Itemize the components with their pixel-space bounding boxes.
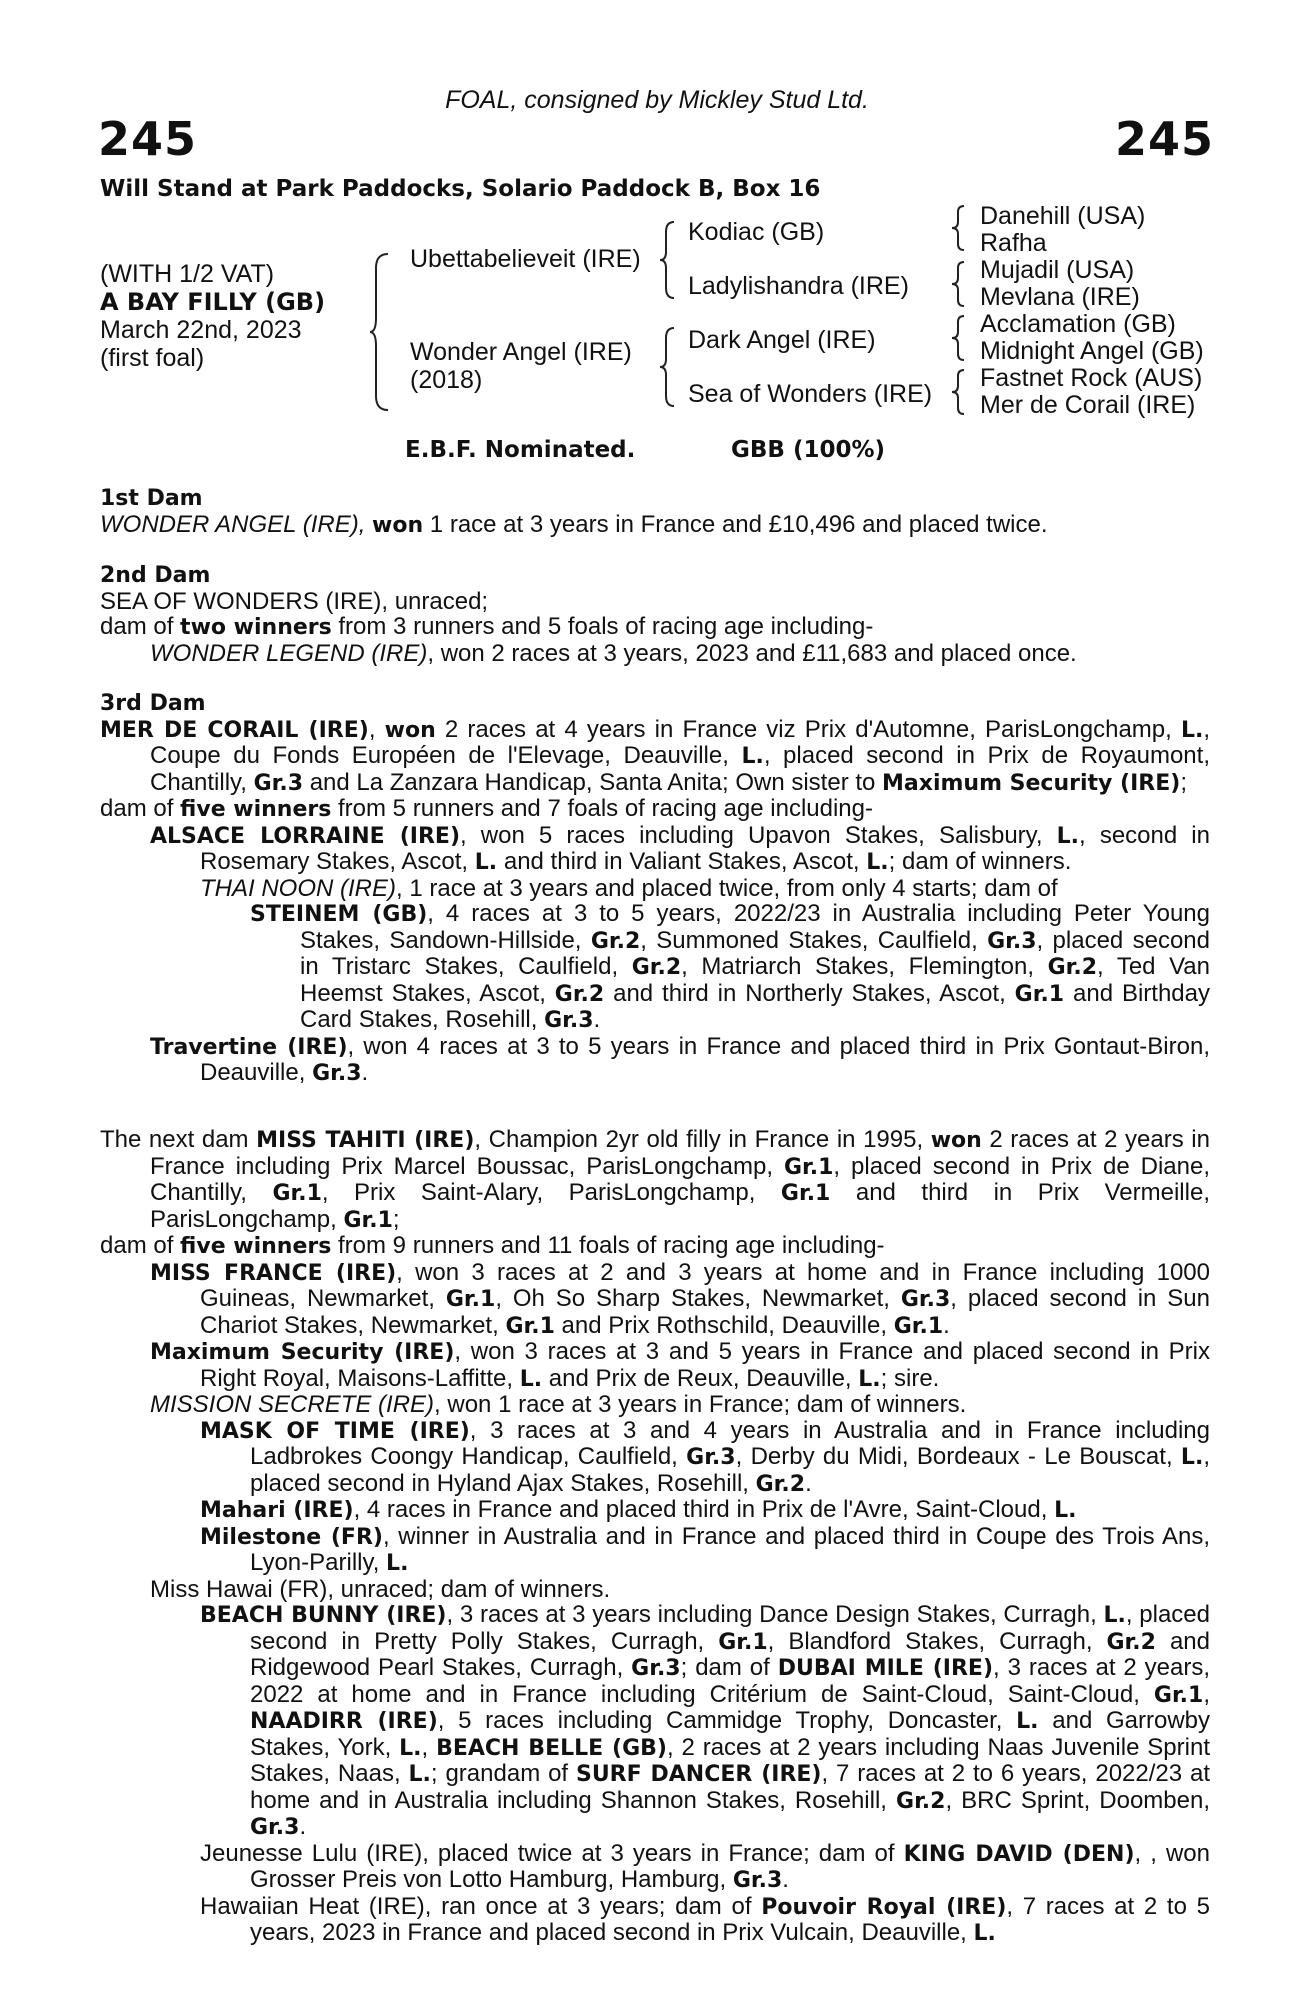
gen3-5: Acclamation (GB) <box>980 310 1176 338</box>
third-dam-produce: dam of five winners from 5 runners and 7 foals of racing age including- <box>100 795 873 822</box>
next-dam-produce: dam of five winners from 9 runners and 11 foals of racing age including- <box>100 1232 885 1259</box>
mask-of-time: MASK OF TIME (IRE), 3 races at 3 and 4 years in Australia and in France including Ladbrokes Coongy Handicap, Caulfield, Gr.3, Derby du Midi, Bordeaux - Le Bouscat, L., placed second in Hyland Ajax Stakes, Rosehill, Gr.2. <box>200 1416 1210 1497</box>
brace-sire <box>660 220 676 300</box>
mission-secrete: MISSION SECRETE (IRE), won 1 race at 3 years in France; dam of winners. <box>150 1391 967 1418</box>
third-generation <box>980 203 1204 419</box>
third-dam-section <box>100 690 1210 1087</box>
foal-note: (first foal) <box>100 344 205 372</box>
gen3-4: Mevlana (IRE) <box>980 283 1140 311</box>
brace-dam <box>660 326 676 408</box>
travertine: Travertine (IRE), won 4 races at 3 to 5 years in France and placed third in Prix Gontaut-Biron, Deauville, Gr.3. <box>150 1032 1210 1086</box>
brace-main <box>370 252 392 412</box>
beach-bunny: BEACH BUNNY (IRE), 3 races at 3 years including Dance Design Stakes, Curragh, L., placed second in Pretty Polly Stakes, Curragh, Gr.1, Blandford Stakes, Curragh, Gr.2 and Ridgewood Pearl Stakes, Curragh, Gr.3; dam of DUBAI MILE (IRE), 3 races at 2 years, 2022 at home and in France including Critérium de Saint-Cloud, Saint-Cloud, Gr.1, NAADIRR (IRE), 5 races including Cammidge Trophy, Doncaster, L. and Garrowby Stakes, York, L., BEACH BELLE (GB), 2 races at 2 years including Naas Juvenile Sprint Stakes, Naas, L.; grandam of SURF DANCER (IRE), 7 races at 2 to 6 years, 2022/23 at home and in Australia including Shannon Stakes, Rosehill, Gr.2, BRC Sprint, Doomben, Gr.3. <box>200 1601 1211 1840</box>
vat-note: (WITH 1/2 VAT) <box>100 260 275 288</box>
second-dam-offspring: WONDER LEGEND (IRE), won 2 races at 3 years, 2023 and £11,683 and placed once. <box>150 639 1077 667</box>
gen3-2: Rafha <box>980 229 1047 257</box>
gbb-status: GBB (100%) <box>731 437 886 463</box>
thai-noon: THAI NOON (IRE), 1 race at 3 years and placed twice, from only 4 starts; dam of <box>200 874 1058 902</box>
horse-name: A BAY FILLY (GB) <box>100 288 326 316</box>
second-dam-produce: dam of two winners from 3 runners and 5 foals of racing age including- <box>100 613 874 640</box>
sire-dam: Ladylishandra (IRE) <box>688 272 909 300</box>
next-dam-section <box>100 1127 1210 1947</box>
sire-sire: Kodiac (GB) <box>688 218 825 246</box>
second-dam-line: SEA OF WONDERS (IRE), unraced; <box>100 587 489 615</box>
dam-year: (2018) <box>410 366 483 394</box>
third-dam-record: MER DE CORAIL (IRE), won 2 races at 4 years in France viz Prix d'Automne, ParisLongchamp, L., Coupe du Fonds Européen de l'Elevage, Deauville, L., placed second in Prix de Royaumont, Chantilly, Gr.3 and La Zanzara Handicap, Santa Anita; Own sister to Maximum Security (IRE); <box>100 715 1210 796</box>
second-dam-section <box>100 562 1210 666</box>
lot-number-right: 245 <box>1114 112 1214 166</box>
foaling-date: March 22nd, 2023 <box>100 316 302 344</box>
horse-info <box>100 260 325 372</box>
stand-location: Will Stand at Park Paddocks, Solario Paddock B, Box 16 <box>100 176 821 202</box>
ebf-nominated: E.B.F. Nominated. <box>405 437 636 463</box>
gen3-3: Mujadil (USA) <box>980 256 1135 284</box>
miss-hawai: Miss Hawai (FR), unraced; dam of winners. <box>150 1575 611 1603</box>
sire: Ubettabelieveit (IRE) <box>410 245 641 273</box>
third-dam-heading: 3rd Dam <box>100 691 206 716</box>
jeunesse-lulu: Jeunesse Lulu (IRE), placed twice at 3 years in France; dam of KING DAVID (DEN), , won Grosser Preis von Lotto Hamburg, Hamburg, Gr.3. <box>200 1839 1210 1893</box>
milestone: Milestone (FR), winner in Australia and in France and placed third in Coupe des Trois Ans, Lyon-Parilly, L. <box>200 1522 1210 1576</box>
next-dam-record: The next dam MISS TAHITI (IRE), Champion 2yr old filly in France in 1995, won 2 races at 2 years in France including Prix Marcel Boussac, ParisLongchamp, Gr.1, placed second in Prix de Diane, Chantilly, Gr.1, Prix Saint-Alary, ParisLongchamp, Gr.1 and third in Prix Vermeille, ParisLongchamp, Gr.1; <box>100 1126 1210 1233</box>
first-dam-heading: 1st Dam <box>100 486 203 511</box>
dam-dam: Sea of Wonders (IRE) <box>688 380 933 408</box>
gen3-6: Midnight Angel (GB) <box>980 337 1204 365</box>
maximum-security: Maximum Security (IRE), won 3 races at 3 and 5 years in France and placed second in Prix Right Royal, Maisons-Laffitte, L. and Prix de Reux, Deauville, L.; sire. <box>150 1338 1211 1392</box>
dam-sire: Dark Angel (IRE) <box>688 326 876 354</box>
consignor-line: FOAL, consigned by Mickley Stud Ltd. <box>445 86 869 114</box>
mahari: Mahari (IRE), 4 races in France and placed third in Prix de l'Avre, Saint-Cloud, L. <box>200 1496 1077 1523</box>
alsace-lorraine: ALSACE LORRAINE (IRE), won 5 races including Upavon Stakes, Salisbury, L., second in Rosemary Stakes, Ascot, L. and third in Valiant Stakes, Ascot, L.; dam of winners. <box>150 821 1210 875</box>
lot-number-left: 245 <box>98 112 198 166</box>
dam: Wonder Angel (IRE) <box>410 338 632 366</box>
steinem: STEINEM (GB), 4 races at 3 to 5 years, 2022/23 in Australia including Peter Young Stakes, Sandown-Hillside, Gr.2, Summoned Stakes, Caulfield, Gr.3, placed second in Tristarc Stakes, Caulfield, Gr.2, Matriarch Stakes, Flemington, Gr.2, Ted Van Heemst Stakes, Ascot, Gr.2 and third in Northerly Stakes, Ascot, Gr.1 and Birthday Card Stakes, Rosehill, Gr.3. <box>250 900 1211 1033</box>
gen3-8: Mer de Corail (IRE) <box>980 391 1196 419</box>
first-dam-section <box>100 485 1210 538</box>
brace-grand <box>952 204 966 420</box>
hawaiian-heat: Hawaiian Heat (IRE), ran once at 3 years; dam of Pouvoir Royal (IRE), 7 races at 2 to 5 years, 2023 in France and placed second in Prix Vulcain, Deauville, L. <box>200 1892 1210 1946</box>
first-dam-text: WONDER ANGEL (IRE), won 1 race at 3 years in France and £10,496 and placed twice. <box>100 510 1048 538</box>
miss-france: MISS FRANCE (IRE), won 3 races at 2 and 3 years at home and in France including 1000 Guineas, Newmarket, Gr.1, Oh So Sharp Stakes, Newmarket, Gr.3, placed second in Sun Chariot Stakes, Newmarket, Gr.1 and Prix Rothschild, Deauville, Gr.1. <box>150 1258 1211 1339</box>
gen3-7: Fastnet Rock (AUS) <box>980 364 1203 392</box>
gen3-1: Danehill (USA) <box>980 202 1146 230</box>
second-dam-heading: 2nd Dam <box>100 563 211 588</box>
